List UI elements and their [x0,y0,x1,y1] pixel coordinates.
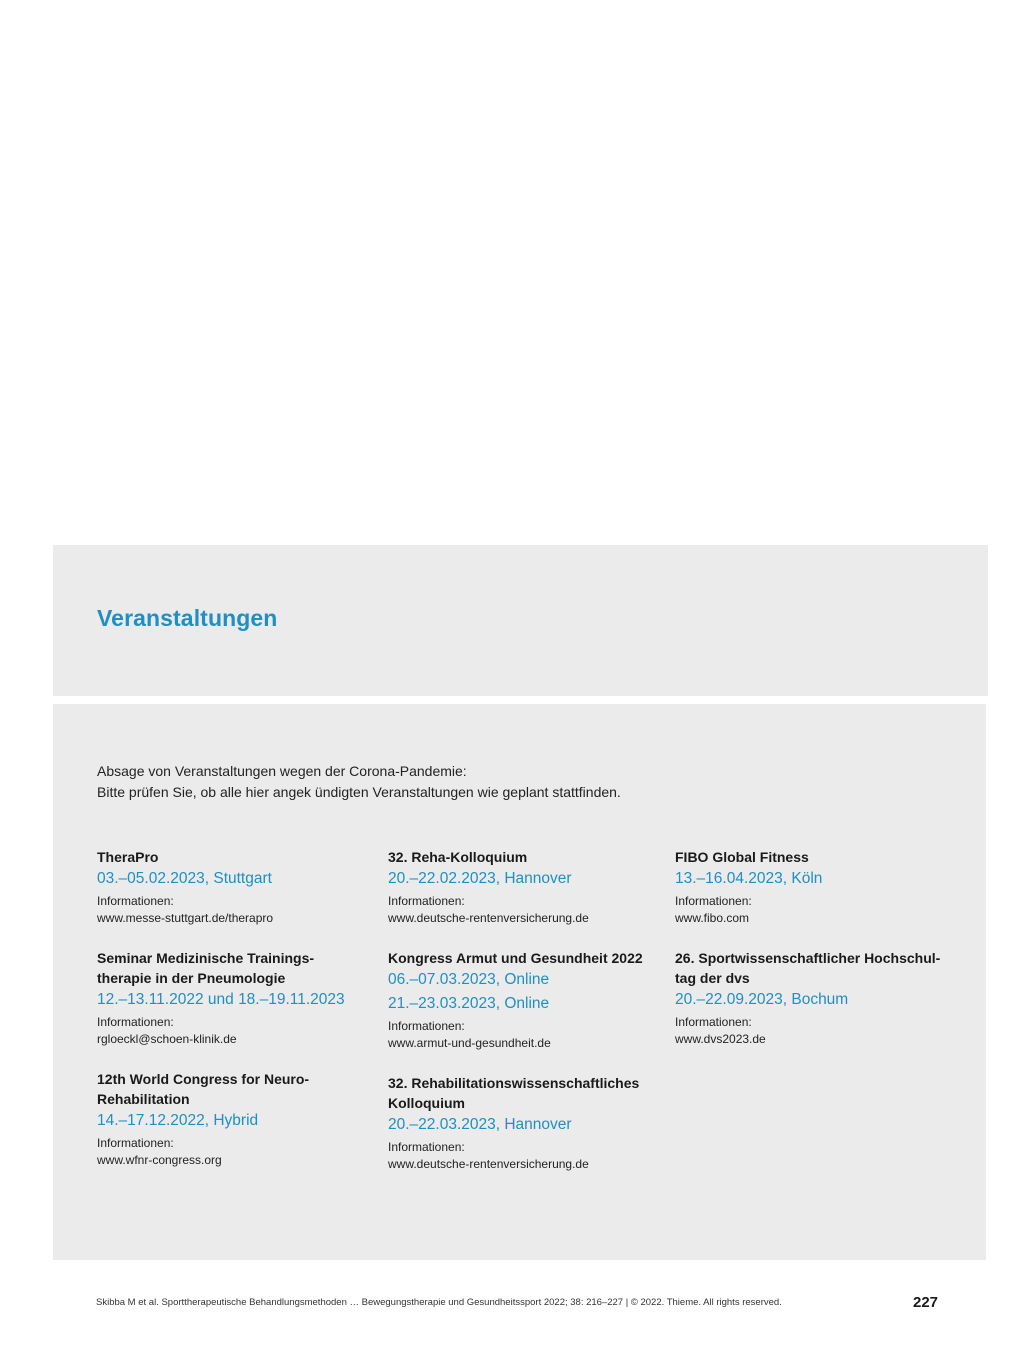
events-panel [53,704,986,1260]
events-column-1 [97,847,377,1190]
event-title: Kongress Armut und Gesundheit 2022 [388,950,643,966]
event-date: 20.–22.02.2023, Hannover [388,870,572,887]
event-info-label: Informationen: [97,1136,174,1150]
event-entry [97,1069,377,1169]
event-info-label: Informationen: [388,1140,465,1154]
event-info-link: rgloeckl@schoen-klinik.de [97,1032,237,1046]
event-entry [388,948,668,1052]
event-info-link: www.wfnr-congress.org [97,1153,222,1167]
section-title: Veranstaltungen [97,605,278,631]
event-entry [675,948,955,1048]
event-date: 12.–13.11.2022 und 18.–19.11.2023 [97,991,345,1008]
event-date: 20.–22.09.2023, Bochum [675,991,849,1008]
event-info-link: www.dvs2023.de [675,1032,766,1046]
event-date: 06.–07.03.2023, Online [388,971,550,988]
event-info-label: Informationen: [97,1015,174,1029]
event-title: 26. Sportwissenschaftlicher Hochschul- tag der dvs [675,950,941,986]
event-info-link: www.deutsche-rentenversicherung.de [388,911,589,925]
event-date: 21.–23.03.2023, Online [388,995,550,1012]
notice-line-1: Absage von Veranstaltungen wegen der Corona-Pandemie: [97,763,467,779]
event-title: 12th World Congress for Neuro- Rehabilitation [97,1071,310,1107]
event-entry [388,847,668,927]
event-title: 32. Rehabilitationswissenschaftliches Kolloquium [388,1075,640,1111]
notice-line-2: Bitte prüfen Sie, ob alle hier angek ündigten Veranstaltungen wie geplant stattfinden. [97,784,621,800]
event-info-label: Informationen: [97,894,174,908]
event-info-link: www.messe-stuttgart.de/therapro [97,911,274,925]
event-entry [97,847,377,927]
section-header-panel [53,545,988,696]
event-date: 14.–17.12.2022, Hybrid [97,1112,259,1129]
corona-notice [97,761,621,803]
events-column-3 [675,847,955,1069]
event-date: 13.–16.04.2023, Köln [675,870,823,887]
event-title: FIBO Global Fitness [675,849,809,865]
event-info-label: Informationen: [388,1019,465,1033]
event-entry [97,948,377,1048]
event-date: 20.–22.03.2023, Hannover [388,1116,572,1133]
event-info-link: www.armut-und-gesundheit.de [388,1036,551,1050]
event-title: Seminar Medizinische Trainings- therapie in der Pneumologie [97,950,315,986]
event-info-link: www.deutsche-rentenversicherung.de [388,1157,589,1171]
footer-citation: Skibba M et al. Sporttherapeutische Behandlungsmethoden … Bewegungstherapie und Gesundheitssport 2022; 38: 216–227 | © 2022. Thieme. All rights reserved. [96,1297,782,1308]
event-title: TheraPro [97,849,159,865]
event-info-label: Informationen: [675,1015,752,1029]
event-title: 32. Reha-Kolloquium [388,849,528,865]
event-info-label: Informationen: [675,894,752,908]
event-entry [675,847,955,927]
event-info-link: www.fibo.com [675,911,750,925]
page-number: 227 [913,1294,939,1311]
event-entry [388,1073,668,1173]
events-column-2 [388,847,668,1194]
event-date: 03.–05.02.2023, Stuttgart [97,870,272,887]
event-info-label: Informationen: [388,894,465,908]
